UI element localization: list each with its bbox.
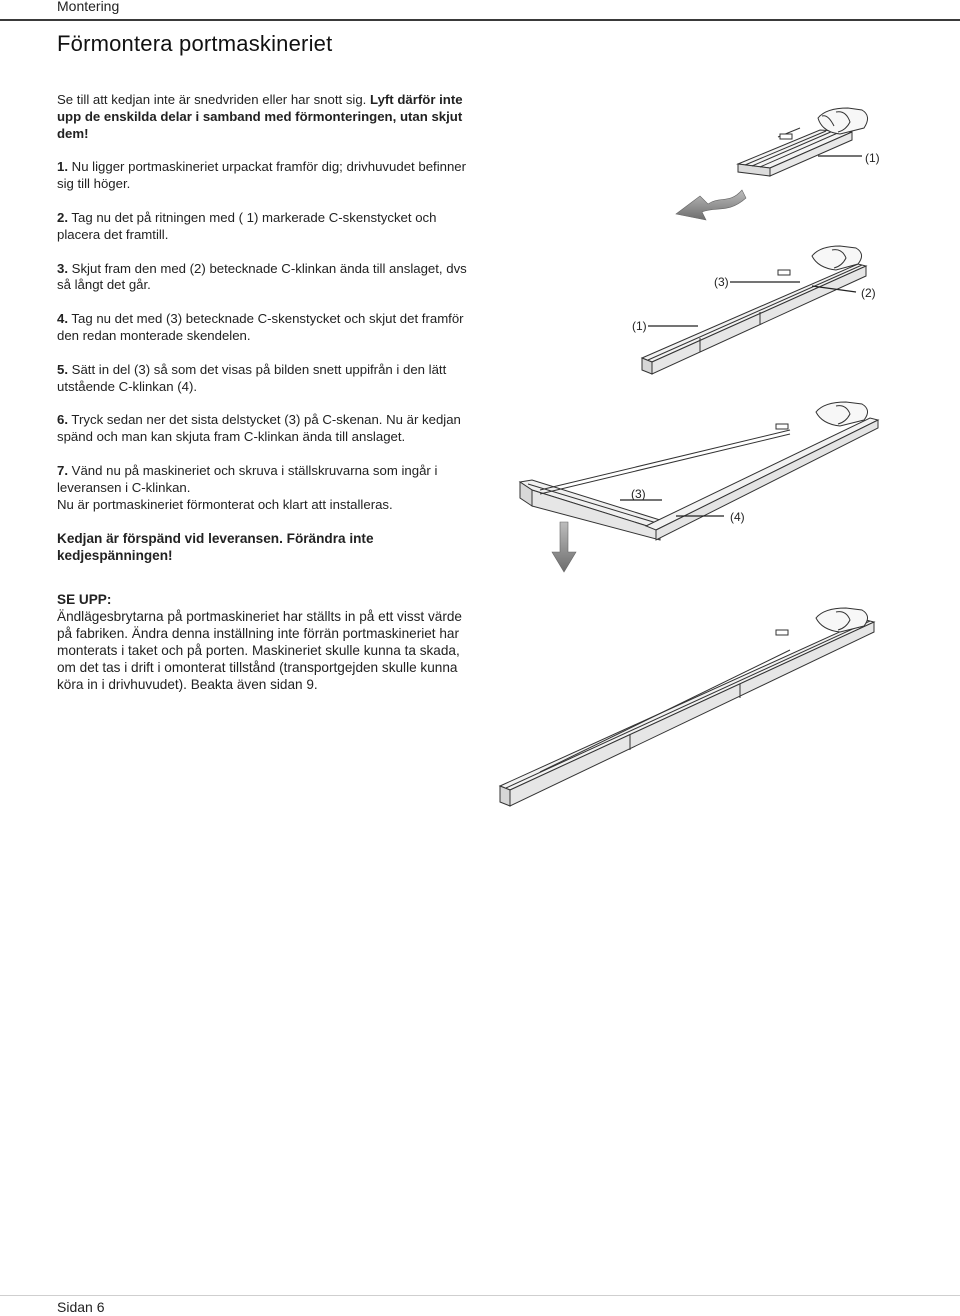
intro-bold: Lyft därför inte upp de enskilda delar i samband med förmonteringen, utan skjut dem!: [57, 92, 463, 141]
arrow-push-down-icon: [552, 522, 576, 572]
arrow-push-left-icon: [676, 190, 746, 220]
step-text: Tryck sedan ner det sista delstycket (3) på C-skenan. Nu är kedjan spänd och man kan skjuta fram C-klinkan ända till anslaget.: [57, 412, 461, 445]
step-number: 7.: [57, 462, 68, 478]
figure-1-unpacked: [738, 108, 868, 176]
step-number: 4.: [57, 311, 68, 327]
step-number: 3.: [57, 260, 68, 276]
step-number: 2.: [57, 209, 68, 225]
header-section-label: Montering: [57, 0, 120, 14]
intro-normal: Se till att kedjan inte är snedvriden eller har snott sig.: [57, 92, 371, 107]
fig3-label-part4: (4): [730, 510, 745, 524]
page-number: Sidan 6: [57, 1299, 105, 1315]
step-number: 5.: [57, 361, 68, 377]
page-title: Förmontera portmaskineriet: [57, 31, 333, 56]
step-text: Tag nu det med (3) betecknade C-skenstycket och skjut det framför den redan monterade skendelen.: [57, 311, 464, 343]
step-text: Vänd nu på maskineriet och skruva i ställskruvarna som ingår i leveransen i C-klinkan.: [57, 462, 438, 495]
fig1-label-part1: (1): [865, 151, 880, 165]
step-number: 1.: [57, 159, 68, 175]
step-text: Nu ligger portmaskineriet urpackat framför dig; drivhuvudet befinner sig till höger.: [57, 159, 467, 192]
step-7-extra: Nu är portmaskineriet förmonterat och klart att installeras.: [57, 496, 393, 512]
warning-note: Kedjan är förspänd vid leveransen. Förändra inte kedjespänningen!: [57, 531, 374, 564]
step-number: 6.: [57, 412, 68, 428]
fig2-label-part2: (2): [861, 286, 876, 300]
step-text: Skjut fram den med (2) betecknade C-klinkan ända till anslaget, dvs så långt det går.: [57, 260, 467, 293]
step-text: Sätt in del (3) så som det visas på bilden snett uppifrån i den lätt utstående C-klinkan (4).: [57, 361, 447, 394]
fig3-label-part3: (3): [631, 487, 646, 501]
caution-body: Ändlägesbrytarna på portmaskineriet har ställts in på ett visst värde på fabriken. Ändra denna inställning inte förrän portmaskineriet har monterats i taket och på porten. Maskineriet skulle kunna ta skada, om det tas i drift i omonterat tillstånd (transportgejden skulle kunna köra in i drivhuvudet). Beakta även sidan 9.: [57, 609, 462, 693]
figure-4-assembled-rail: [500, 608, 874, 806]
figure-2-rail-pieces: [642, 246, 866, 374]
caution-title: SE UPP:: [57, 592, 112, 608]
fig2-label-part3: (3): [714, 275, 729, 289]
step-text: Tag nu det på ritningen med ( 1) markerade C-skenstycket och placera det framtill.: [57, 209, 437, 242]
fig2-label-part1: (1): [632, 319, 647, 333]
figure-3-insert-piece: [520, 402, 878, 540]
footer-rule: [0, 1295, 960, 1296]
